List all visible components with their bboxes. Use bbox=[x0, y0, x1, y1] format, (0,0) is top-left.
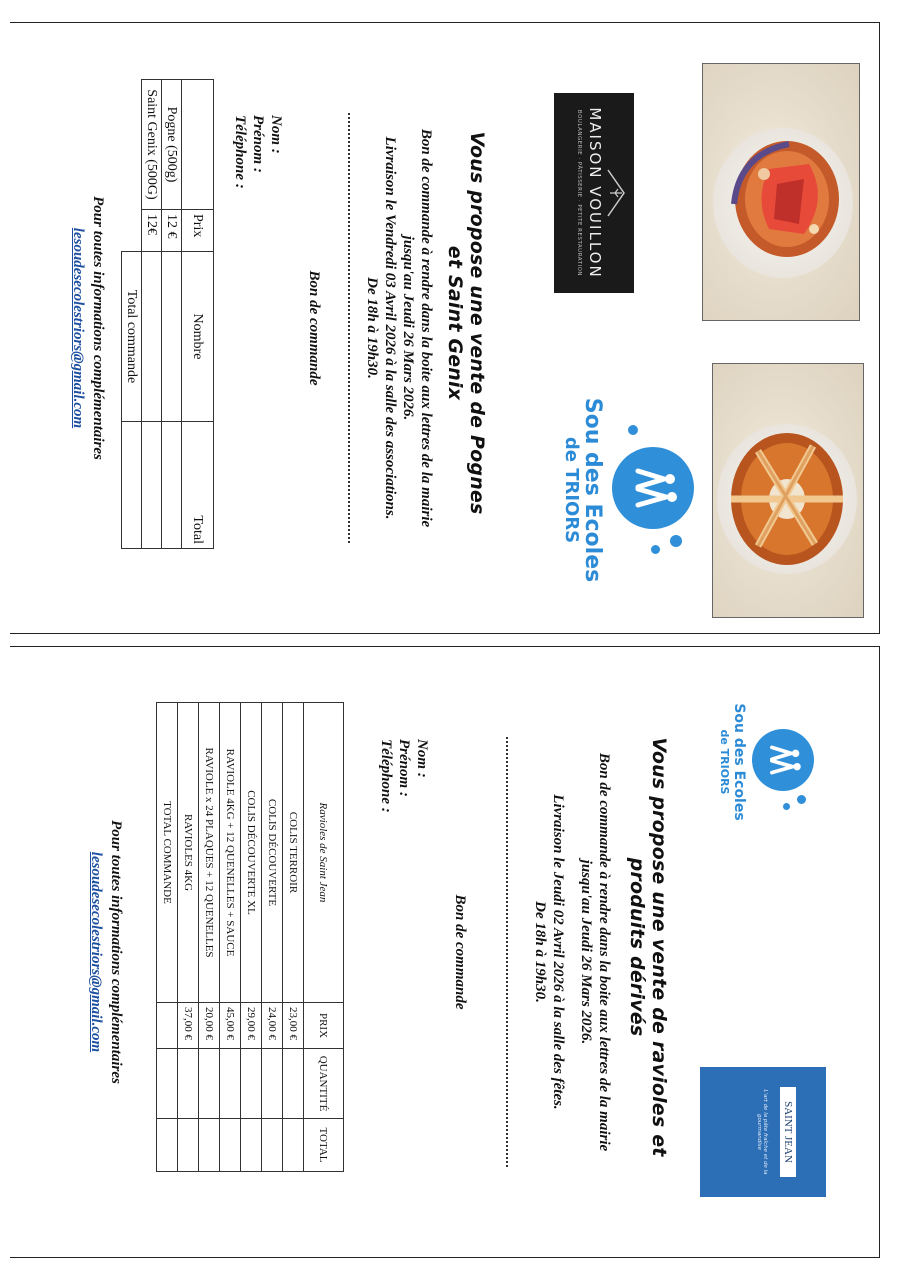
pogne-photo-1 bbox=[702, 63, 860, 321]
total-cell[interactable] bbox=[241, 1119, 262, 1172]
flyer-ravioles-instructions-1: Bon de commande à rendre dans la boite aux lettres de la mairie bbox=[596, 752, 612, 1152]
sou-logo-line2: de TRIORS bbox=[561, 436, 582, 544]
grand-total-cell[interactable] bbox=[157, 1119, 178, 1172]
grand-total-cell[interactable] bbox=[122, 422, 142, 549]
price-cell: 24,00 € bbox=[262, 1003, 283, 1049]
saint-jean-name: SAINT JEAN bbox=[780, 1087, 796, 1177]
flyer-ravioles-form-heading: Bon de commande bbox=[452, 894, 468, 1010]
header-quantity: Nombre bbox=[182, 252, 214, 422]
flyer-pognes bbox=[10, 22, 880, 634]
flyer-pognes-content bbox=[10, 23, 880, 635]
flyer-pognes-title-line2: et Saint Genix bbox=[444, 245, 466, 401]
wheat-roof-icon bbox=[606, 168, 628, 218]
table-row bbox=[142, 80, 162, 549]
flyer-pognes-form-heading: Bon de commande bbox=[306, 270, 322, 386]
quantity-input[interactable] bbox=[178, 1049, 199, 1119]
field-telephone[interactable]: Téléphone : bbox=[378, 739, 394, 813]
total-cell[interactable] bbox=[199, 1119, 220, 1172]
contact-line: Pour toutes informations complémentaires bbox=[90, 196, 106, 460]
header-product: Ravioles de Saint Jean bbox=[304, 703, 344, 1003]
price-cell: 12€ bbox=[142, 210, 162, 252]
header-total: TOTAL bbox=[304, 1119, 344, 1172]
header-price: PRIX bbox=[304, 1003, 344, 1049]
field-nom[interactable]: Nom : bbox=[414, 739, 430, 778]
table-row bbox=[220, 703, 241, 1172]
table-total-row bbox=[157, 703, 178, 1172]
children-icon bbox=[760, 737, 806, 783]
header-product bbox=[182, 80, 214, 210]
table-row bbox=[283, 703, 304, 1172]
field-prenom[interactable]: Prénom : bbox=[250, 115, 266, 173]
maison-vouillon-name: MAISON VOUILLON bbox=[586, 107, 604, 279]
children-icon bbox=[622, 457, 684, 519]
contact-email-link[interactable]: lesoudesecolestriors@gmail.com bbox=[88, 851, 104, 1053]
table-row bbox=[199, 703, 220, 1172]
saint-jean-logo bbox=[700, 1067, 826, 1197]
quantity-input[interactable] bbox=[220, 1049, 241, 1119]
table-total-row bbox=[122, 80, 142, 549]
product-cell: RAVIOLE x 24 PLAQUES + 12 QUENELLES bbox=[199, 703, 220, 1003]
field-prenom[interactable]: Prénom : bbox=[396, 739, 412, 797]
quantity-input[interactable] bbox=[142, 252, 162, 422]
sou-des-ecoles-logo bbox=[700, 687, 820, 837]
header-quantity: QUANTITÉ bbox=[304, 1049, 344, 1119]
price-cell: 45,00 € bbox=[220, 1003, 241, 1049]
price-cell: 23,00 € bbox=[283, 1003, 304, 1049]
pognes-order-table bbox=[121, 79, 214, 549]
flyer-pognes-title-line1: Vous propose une vente de Pognes bbox=[466, 131, 488, 515]
contact-line: Pour toutes informations complémentaires bbox=[108, 820, 124, 1084]
separator-dotted bbox=[348, 113, 350, 543]
maison-vouillon-logo bbox=[554, 93, 634, 293]
quantity-input[interactable] bbox=[262, 1049, 283, 1119]
product-cell: Saint Genix (500G) bbox=[142, 80, 162, 210]
quantity-input[interactable] bbox=[199, 1049, 220, 1119]
table-header-row bbox=[304, 703, 344, 1172]
table-row bbox=[241, 703, 262, 1172]
sou-des-ecoles-logo bbox=[550, 385, 700, 595]
flyer-ravioles-title-line2: produits dérivés bbox=[626, 857, 648, 1037]
saint-jean-tagline: L'art de la pâte fraîche et de la gourmandise bbox=[756, 1089, 768, 1175]
total-cell[interactable] bbox=[283, 1119, 304, 1172]
flyer-ravioles-instructions-2: jusqu'au Jeudi 26 Mars 2026. bbox=[578, 859, 594, 1045]
sou-logo-line2: de TRIORS bbox=[718, 729, 731, 795]
quantity-input[interactable] bbox=[283, 1049, 304, 1119]
product-cell: RAVIOLE 4KG + 12 QUENELLES + SAUCE bbox=[220, 703, 241, 1003]
flyer-ravioles bbox=[10, 646, 880, 1258]
flyer-ravioles-delivery-1: Livraison le Jeudi 02 Avril 2026 à la salle des fêtes. bbox=[550, 794, 566, 1110]
product-cell: COLIS DÉCOUVERTE XL bbox=[241, 703, 262, 1003]
flyer-pognes-delivery-2: De 18h à 19h30. bbox=[364, 277, 380, 379]
separator-dotted bbox=[506, 737, 508, 1167]
pogne-image bbox=[724, 134, 849, 264]
field-telephone[interactable]: Téléphone : bbox=[232, 115, 248, 189]
product-cell: COLIS TERROIR bbox=[283, 703, 304, 1003]
price-cell: 29,00 € bbox=[241, 1003, 262, 1049]
flyer-pognes-instructions-2: jusqu'au Jeudi 26 Mars 2026. bbox=[400, 235, 416, 421]
table-row bbox=[178, 703, 199, 1172]
product-cell: RAVIOLES 4KG bbox=[178, 703, 199, 1003]
table-row bbox=[262, 703, 283, 1172]
total-cell[interactable] bbox=[220, 1119, 241, 1172]
field-nom[interactable]: Nom : bbox=[268, 115, 284, 154]
quantity-input[interactable] bbox=[241, 1049, 262, 1119]
table-row bbox=[162, 80, 182, 549]
flyer-ravioles-content bbox=[10, 647, 880, 1259]
flyer-pognes-instructions-1: Bon de commande à rendre dans la boite aux lettres de la mairie bbox=[418, 128, 434, 528]
total-label: TOTAL COMMANDE bbox=[157, 703, 178, 1003]
total-cell[interactable] bbox=[142, 422, 162, 549]
price-cell: 12 € bbox=[162, 210, 182, 252]
maison-vouillon-tagline: BOULANGERIE · PÂTISSERIE · PETITE RESTAURATION bbox=[576, 109, 582, 277]
sou-logo-line1: Sou des Ecoles bbox=[731, 703, 747, 821]
total-cell[interactable] bbox=[162, 422, 182, 549]
contact-email-link[interactable]: lesoudesecolestriors@gmail.com bbox=[70, 227, 86, 429]
flyer-pognes-delivery-1: Livraison le Vendredi 03 Avril 2026 à la salle des associations. bbox=[382, 136, 398, 520]
flyer-ravioles-delivery-2: De 18h à 19h30. bbox=[532, 901, 548, 1003]
saint-genix-photo bbox=[712, 363, 864, 618]
quantity-input[interactable] bbox=[162, 252, 182, 422]
ravioles-order-table bbox=[156, 702, 344, 1172]
price-cell: 20,00 € bbox=[199, 1003, 220, 1049]
header-total: Total bbox=[182, 422, 214, 549]
total-cell[interactable] bbox=[262, 1119, 283, 1172]
product-cell: COLIS DÉCOUVERTE bbox=[262, 703, 283, 1003]
table-header-row bbox=[182, 80, 214, 549]
header-price: Prix bbox=[182, 210, 214, 252]
price-cell: 37,00 € bbox=[178, 1003, 199, 1049]
saint-genix-image bbox=[721, 426, 853, 572]
flyer-ravioles-title-line1: Vous propose une vente de ravioles et bbox=[648, 737, 670, 1157]
total-cell[interactable] bbox=[178, 1119, 199, 1172]
sou-logo-line1: Sou des Ecoles bbox=[580, 397, 605, 583]
total-label: Total commande bbox=[122, 252, 142, 422]
product-cell: Pogne (500g) bbox=[162, 80, 182, 210]
